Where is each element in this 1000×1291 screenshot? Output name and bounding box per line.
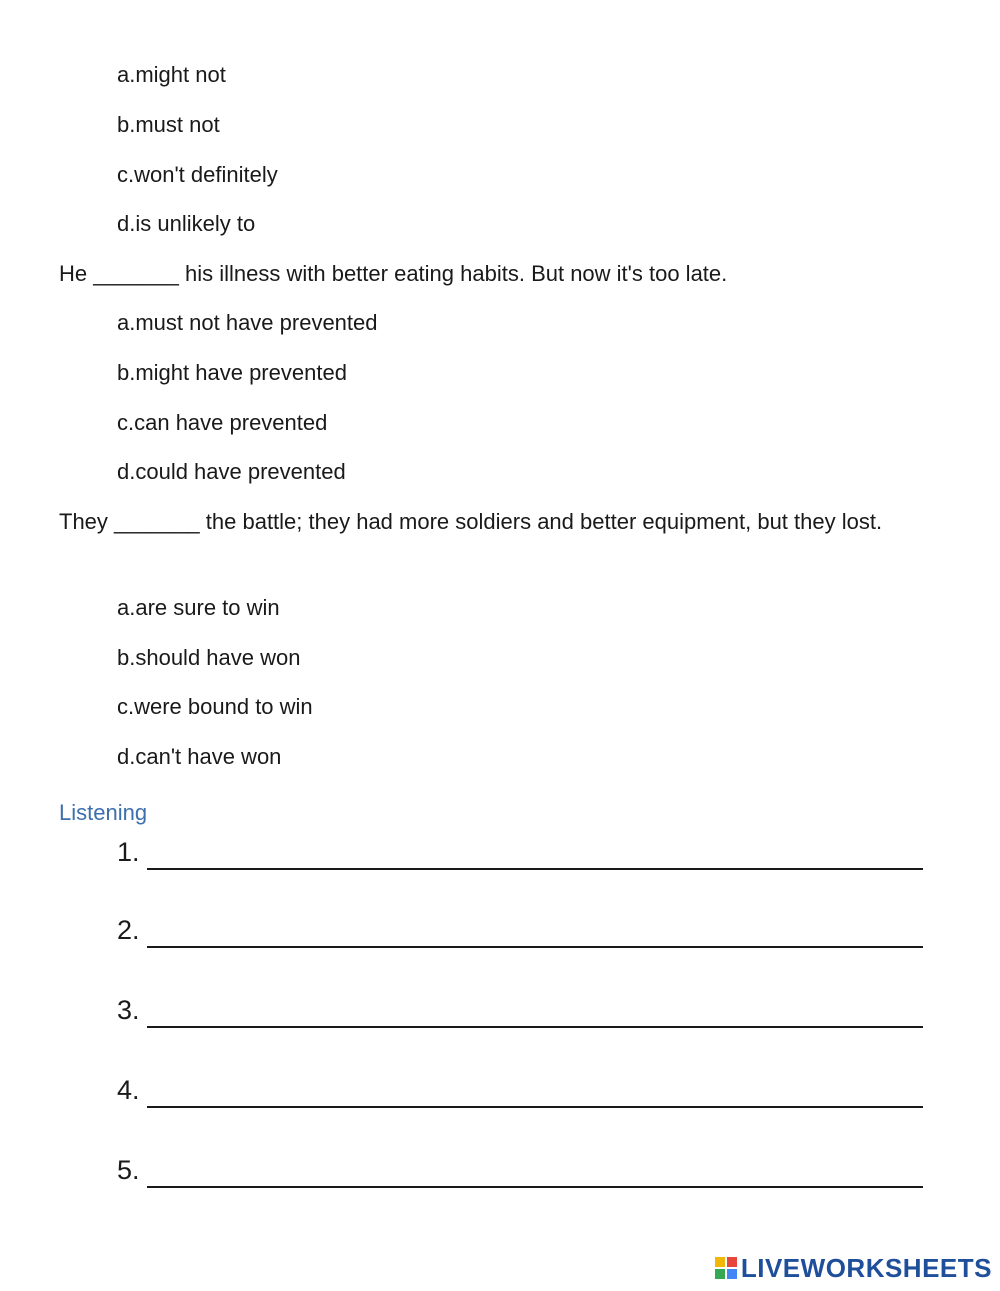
logo-squares-icon [715,1257,737,1279]
q1-option-c[interactable]: c.won't definitely [117,162,278,187]
q2-stem: He _______ his illness with better eating habits. But now it's too late. [59,261,728,286]
answer-number: 5. [117,1155,140,1185]
q1-option-b[interactable]: b.must not [117,112,220,137]
answer-input-line[interactable] [147,868,923,870]
logo-text: LIVEWORKSHEETS [740,1252,992,1283]
listening-answer-4[interactable] [117,1068,923,1108]
logo-square [715,1257,725,1267]
q2-option-a[interactable]: a.must not have prevented [117,310,378,335]
logo-square [727,1257,737,1267]
answer-input-line[interactable] [147,1106,923,1108]
answer-input-line[interactable] [147,1186,923,1188]
liveworksheets-logo [715,1253,992,1283]
answer-number: 2. [117,915,140,945]
answer-input-line[interactable] [147,946,923,948]
answer-number: 1. [117,837,140,867]
q3-option-a[interactable]: a.are sure to win [117,595,280,620]
answer-number: 4. [117,1075,140,1105]
q3-stem: They _______ the battle; they had more soldiers and better equipment, but they lost. [59,509,883,534]
q3-option-b[interactable]: b.should have won [117,645,301,670]
answer-input-line[interactable] [147,1026,923,1028]
listening-answer-5[interactable] [117,1148,923,1188]
q2-option-d[interactable]: d.could have prevented [117,459,346,484]
listening-answer-2[interactable] [117,908,923,948]
listening-answer-3[interactable] [117,988,923,1028]
answer-number: 3. [117,995,140,1025]
listening-heading: Listening [59,800,148,825]
q3-option-d[interactable]: d.can't have won [117,744,282,769]
q1-option-d[interactable]: d.is unlikely to [117,211,256,236]
logo-square [715,1269,725,1279]
q1-option-a[interactable]: a.might not [117,62,226,87]
listening-answer-1[interactable] [117,830,923,870]
q2-option-c[interactable]: c.can have prevented [117,410,328,435]
q2-option-b[interactable]: b.might have prevented [117,360,347,385]
q3-option-c[interactable]: c.were bound to win [117,694,313,719]
logo-square [727,1269,737,1279]
